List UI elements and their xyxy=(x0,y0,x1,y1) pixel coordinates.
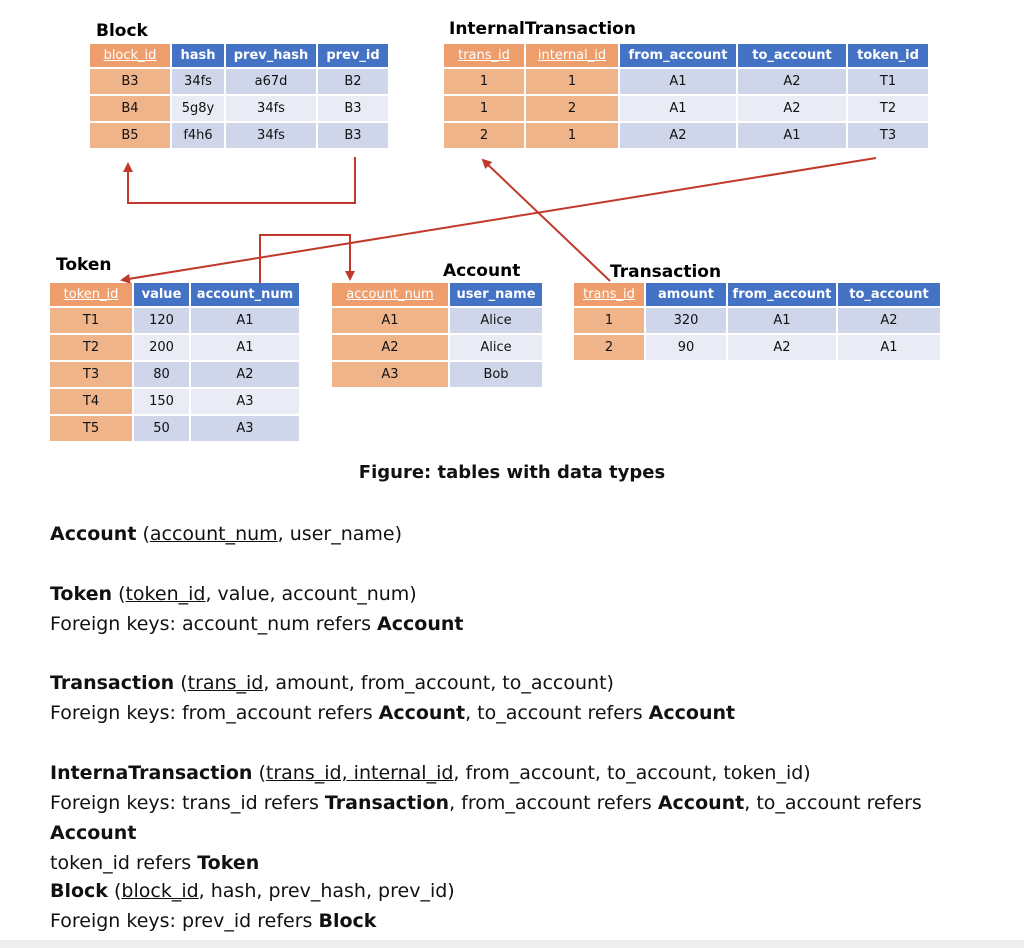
table-header-row xyxy=(574,283,940,306)
token-account-num-arrow xyxy=(260,235,350,283)
table-cell: A2 xyxy=(738,69,846,94)
column-header: token_id xyxy=(848,44,928,67)
table-cell: A3 xyxy=(332,362,448,387)
table-cell: A2 xyxy=(728,335,836,360)
table-cell: 34fs xyxy=(226,96,316,121)
figure-caption: Figure: tables with data types xyxy=(358,462,666,483)
schema-block: Block (block_id, hash, prev_hash, prev_id) Foreign keys: prev_id refers Block xyxy=(50,880,455,932)
table-cell: A2 xyxy=(191,362,299,387)
table-cell: A2 xyxy=(332,335,448,360)
table-cell: B5 xyxy=(90,123,170,148)
table-cell: A1 xyxy=(332,308,448,333)
table-cell: Alice xyxy=(450,335,542,360)
table-cell: 150 xyxy=(134,389,189,414)
token-table-title: Token xyxy=(56,255,112,275)
table-cell: T3 xyxy=(50,362,132,387)
table-cell: A1 xyxy=(620,69,736,94)
schema-internal-transaction: InternaTransaction (trans_id, internal_id, from_account, to_account, token_id) Foreign keys: trans_id refers Transaction, from_account refers Account, to_account refers Account token_id refers Token xyxy=(50,762,922,874)
table-cell: 34fs xyxy=(226,123,316,148)
table-cell: A1 xyxy=(738,123,846,148)
table-cell: T4 xyxy=(50,389,132,414)
column-header: value xyxy=(134,283,189,306)
table-cell: B3 xyxy=(318,123,388,148)
internal-transaction-table-title: InternalTransaction xyxy=(449,19,636,39)
table-row xyxy=(90,123,388,148)
table-cell: 1 xyxy=(526,123,618,148)
table-cell: A2 xyxy=(620,123,736,148)
table-row xyxy=(50,389,299,414)
table-row xyxy=(50,308,299,333)
table-cell: Alice xyxy=(450,308,542,333)
table-cell: T2 xyxy=(50,335,132,360)
table-cell: T1 xyxy=(50,308,132,333)
table-header-row xyxy=(444,44,928,67)
table-row xyxy=(444,69,928,94)
table-row xyxy=(574,308,940,333)
table-row xyxy=(50,362,299,387)
table-row xyxy=(90,96,388,121)
column-header: from_account xyxy=(620,44,736,67)
column-header: amount xyxy=(646,283,726,306)
table-cell: 200 xyxy=(134,335,189,360)
table-cell: B3 xyxy=(90,69,170,94)
table-cell: 120 xyxy=(134,308,189,333)
column-header: account_num xyxy=(332,283,448,306)
table-cell: 2 xyxy=(574,335,644,360)
table-cell: T2 xyxy=(848,96,928,121)
table-row xyxy=(332,335,542,360)
column-header: trans_id xyxy=(444,44,524,67)
table-cell: A1 xyxy=(191,335,299,360)
column-header: trans_id xyxy=(574,283,644,306)
table-row xyxy=(574,335,940,360)
table-row xyxy=(332,362,542,387)
column-header: block_id xyxy=(90,44,170,67)
internal-transaction-table xyxy=(442,42,930,150)
bottom-scroll-strip xyxy=(0,940,1024,948)
table-header-row xyxy=(50,283,299,306)
table-cell: A3 xyxy=(191,416,299,441)
table-cell: T1 xyxy=(848,69,928,94)
table-cell: B3 xyxy=(318,96,388,121)
column-header: token_id xyxy=(50,283,132,306)
table-cell: 80 xyxy=(134,362,189,387)
transaction-table xyxy=(572,281,942,362)
table-row xyxy=(90,69,388,94)
table-cell: A1 xyxy=(620,96,736,121)
table-cell: 2 xyxy=(526,96,618,121)
table-cell: a67d xyxy=(226,69,316,94)
table-cell: A1 xyxy=(191,308,299,333)
column-header: account_num xyxy=(191,283,299,306)
table-cell: 90 xyxy=(646,335,726,360)
table-row xyxy=(444,96,928,121)
table-cell: 1 xyxy=(574,308,644,333)
table-cell: 1 xyxy=(444,96,524,121)
block-prev-id-arrow xyxy=(128,157,355,203)
table-cell: Bob xyxy=(450,362,542,387)
table-cell: A1 xyxy=(838,335,940,360)
transaction-table-title: Transaction xyxy=(610,262,722,282)
table-cell: T5 xyxy=(50,416,132,441)
account-table-title: Account xyxy=(443,261,521,281)
block-table xyxy=(88,42,390,150)
table-row xyxy=(332,308,542,333)
column-header: internal_id xyxy=(526,44,618,67)
column-header: user_name xyxy=(450,283,542,306)
token-table xyxy=(48,281,301,443)
table-header-row xyxy=(332,283,542,306)
table-cell: 1 xyxy=(444,69,524,94)
table-cell: 34fs xyxy=(172,69,224,94)
table-cell: B4 xyxy=(90,96,170,121)
schema-token: Token (token_id, value, account_num) Foreign keys: account_num refers Account xyxy=(50,583,464,635)
table-cell: A2 xyxy=(838,308,940,333)
column-header: to_account xyxy=(738,44,846,67)
column-header: prev_hash xyxy=(226,44,316,67)
table-row xyxy=(50,416,299,441)
table-cell: 50 xyxy=(134,416,189,441)
table-cell: A2 xyxy=(738,96,846,121)
schema-account: Account (account_num, user_name) xyxy=(50,523,402,545)
column-header: from_account xyxy=(728,283,836,306)
table-cell: 5g8y xyxy=(172,96,224,121)
table-cell: 2 xyxy=(444,123,524,148)
table-cell: 320 xyxy=(646,308,726,333)
table-cell: f4h6 xyxy=(172,123,224,148)
table-cell: T3 xyxy=(848,123,928,148)
table-cell: 1 xyxy=(526,69,618,94)
column-header: hash xyxy=(172,44,224,67)
block-table-title: Block xyxy=(96,21,148,41)
table-cell: A3 xyxy=(191,389,299,414)
column-header: prev_id xyxy=(318,44,388,67)
table-row xyxy=(444,123,928,148)
table-cell: A1 xyxy=(728,308,836,333)
table-header-row xyxy=(90,44,388,67)
column-header: to_account xyxy=(838,283,940,306)
table-cell: B2 xyxy=(318,69,388,94)
schema-transaction: Transaction (trans_id, amount, from_account, to_account) Foreign keys: from_account refers Account, to_account refers Account xyxy=(50,672,736,724)
table-row xyxy=(50,335,299,360)
account-table xyxy=(330,281,544,389)
